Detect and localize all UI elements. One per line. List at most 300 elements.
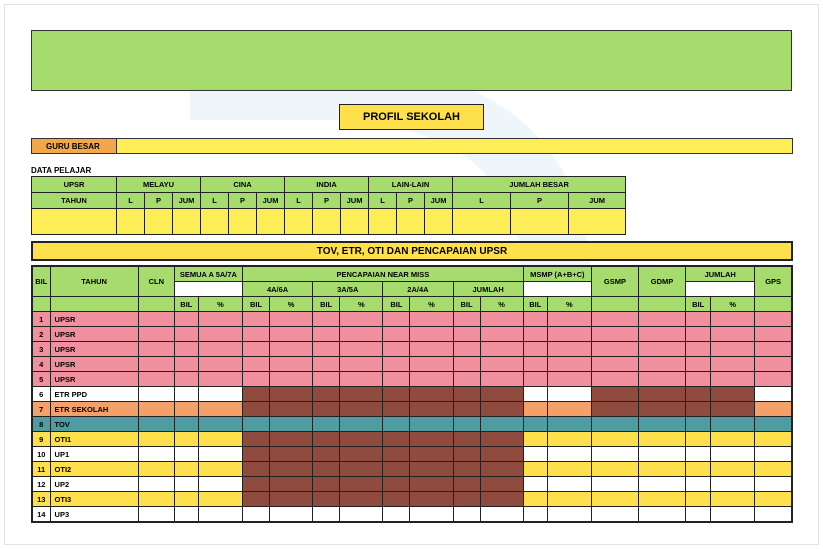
data-cell[interactable] <box>480 462 523 477</box>
data-cell[interactable] <box>242 387 269 402</box>
data-cell[interactable] <box>117 209 145 235</box>
data-cell[interactable] <box>591 432 638 447</box>
row-bil: 4 <box>32 357 50 372</box>
data-cell[interactable] <box>383 357 410 372</box>
data-cell[interactable] <box>138 447 174 462</box>
data-cell[interactable] <box>174 477 198 492</box>
data-cell[interactable] <box>138 432 174 447</box>
data-cell[interactable] <box>686 387 711 402</box>
data-cell[interactable] <box>523 327 547 342</box>
data-cell[interactable] <box>591 342 638 357</box>
data-cell[interactable] <box>383 372 410 387</box>
data-cell[interactable] <box>242 432 269 447</box>
data-cell[interactable] <box>711 507 755 523</box>
data-cell[interactable] <box>313 209 341 235</box>
semua-a-header: SEMUA A 5A/7A <box>174 266 242 282</box>
data-cell[interactable] <box>547 447 591 462</box>
data-cell[interactable] <box>547 507 591 523</box>
data-cell[interactable] <box>270 507 313 523</box>
data-cell[interactable] <box>453 447 480 462</box>
data-cell[interactable] <box>313 477 340 492</box>
data-cell[interactable] <box>523 447 547 462</box>
data-cell[interactable] <box>480 327 523 342</box>
data-cell[interactable] <box>686 327 711 342</box>
data-cell[interactable] <box>198 342 242 357</box>
data-cell[interactable] <box>453 357 480 372</box>
data-cell[interactable] <box>174 462 198 477</box>
data-cell[interactable] <box>547 327 591 342</box>
data-cell[interactable] <box>711 372 755 387</box>
data-cell[interactable] <box>242 357 269 372</box>
data-cell[interactable] <box>313 402 340 417</box>
data-cell[interactable] <box>229 209 257 235</box>
data-cell[interactable] <box>198 327 242 342</box>
data-cell[interactable] <box>686 417 711 432</box>
data-cell[interactable] <box>686 372 711 387</box>
data-cell[interactable] <box>257 209 285 235</box>
data-cell[interactable] <box>313 507 340 523</box>
data-cell[interactable] <box>591 507 638 523</box>
data-cell[interactable] <box>397 209 425 235</box>
nm-4a6a-header: 4A/6A <box>242 282 312 297</box>
data-cell[interactable] <box>686 312 711 327</box>
data-cell[interactable] <box>686 402 711 417</box>
data-cell[interactable] <box>340 432 383 447</box>
data-cell[interactable] <box>639 312 686 327</box>
data-cell[interactable] <box>639 387 686 402</box>
data-cell[interactable] <box>313 357 340 372</box>
data-cell[interactable] <box>138 372 174 387</box>
data-cell[interactable] <box>755 357 792 372</box>
data-cell[interactable] <box>198 312 242 327</box>
data-cell[interactable] <box>686 342 711 357</box>
data-cell[interactable] <box>547 462 591 477</box>
data-cell[interactable] <box>340 447 383 462</box>
row-bil: 13 <box>32 492 50 507</box>
data-cell[interactable] <box>174 342 198 357</box>
data-cell[interactable] <box>410 447 453 462</box>
data-cell[interactable] <box>410 507 453 523</box>
data-cell[interactable] <box>138 357 174 372</box>
data-cell[interactable] <box>523 507 547 523</box>
data-cell[interactable] <box>341 209 369 235</box>
data-cell[interactable] <box>174 417 198 432</box>
data-cell[interactable] <box>313 387 340 402</box>
data-cell[interactable] <box>198 462 242 477</box>
data-cell[interactable] <box>270 462 313 477</box>
data-cell[interactable] <box>174 387 198 402</box>
data-cell[interactable] <box>32 209 117 235</box>
data-cell[interactable] <box>686 447 711 462</box>
data-cell[interactable] <box>453 417 480 432</box>
data-cell[interactable] <box>313 432 340 447</box>
data-cell[interactable] <box>383 477 410 492</box>
data-cell[interactable] <box>383 462 410 477</box>
data-cell[interactable] <box>686 432 711 447</box>
data-cell[interactable] <box>138 492 174 507</box>
data-cell[interactable] <box>591 462 638 477</box>
data-cell[interactable] <box>547 492 591 507</box>
data-cell[interactable] <box>480 477 523 492</box>
data-cell[interactable] <box>242 447 269 462</box>
guru-besar-field[interactable] <box>117 139 792 153</box>
data-cell[interactable] <box>174 327 198 342</box>
data-cell[interactable] <box>480 402 523 417</box>
data-cell[interactable] <box>639 462 686 477</box>
data-cell[interactable] <box>145 209 173 235</box>
data-cell[interactable] <box>547 342 591 357</box>
data-cell[interactable] <box>270 417 313 432</box>
data-cell[interactable] <box>410 477 453 492</box>
data-cell[interactable] <box>138 312 174 327</box>
data-cell[interactable] <box>591 447 638 462</box>
data-cell[interactable] <box>410 432 453 447</box>
data-cell[interactable] <box>547 402 591 417</box>
india-header: INDIA <box>285 177 369 193</box>
data-cell[interactable] <box>270 432 313 447</box>
data-cell[interactable] <box>174 402 198 417</box>
data-cell[interactable] <box>410 372 453 387</box>
data-cell[interactable] <box>198 402 242 417</box>
row-tahun: ETR PPD <box>50 387 138 402</box>
data-cell[interactable] <box>639 372 686 387</box>
data-cell[interactable] <box>480 507 523 523</box>
pencapaian-table <box>31 265 793 523</box>
melayu-jum: JUM <box>173 193 201 209</box>
data-cell[interactable] <box>410 342 453 357</box>
data-cell[interactable] <box>711 387 755 402</box>
data-cell[interactable] <box>480 342 523 357</box>
data-cell[interactable] <box>270 312 313 327</box>
data-cell[interactable] <box>410 402 453 417</box>
data-cell[interactable] <box>201 209 229 235</box>
data-cell[interactable] <box>755 432 792 447</box>
data-cell[interactable] <box>270 327 313 342</box>
data-cell[interactable] <box>711 357 755 372</box>
data-cell[interactable] <box>340 462 383 477</box>
data-cell[interactable] <box>340 477 383 492</box>
cln-header: CLN <box>138 266 174 297</box>
data-cell[interactable] <box>523 492 547 507</box>
data-cell[interactable] <box>523 342 547 357</box>
data-cell[interactable] <box>523 357 547 372</box>
data-cell[interactable] <box>198 372 242 387</box>
data-cell[interactable] <box>523 432 547 447</box>
data-cell[interactable] <box>313 462 340 477</box>
data-cell[interactable] <box>174 492 198 507</box>
data-cell[interactable] <box>639 492 686 507</box>
data-cell[interactable] <box>174 447 198 462</box>
data-cell[interactable] <box>686 507 711 523</box>
data-cell[interactable] <box>547 477 591 492</box>
melayu-p: P <box>145 193 173 209</box>
data-cell[interactable] <box>523 387 547 402</box>
data-cell[interactable] <box>313 447 340 462</box>
guru-besar-row <box>31 138 793 154</box>
data-cell[interactable] <box>755 387 792 402</box>
bil-subheader: BIL <box>313 297 340 312</box>
data-cell[interactable] <box>523 402 547 417</box>
row-tahun: UP1 <box>50 447 138 462</box>
data-cell[interactable] <box>383 432 410 447</box>
data-cell[interactable] <box>410 417 453 432</box>
data-cell[interactable] <box>313 492 340 507</box>
data-cell[interactable] <box>174 312 198 327</box>
data-cell[interactable] <box>313 312 340 327</box>
data-cell[interactable] <box>523 462 547 477</box>
data-cell[interactable] <box>138 477 174 492</box>
data-cell[interactable] <box>547 372 591 387</box>
bil-subheader: BIL <box>242 297 269 312</box>
data-cell[interactable] <box>270 477 313 492</box>
data-cell[interactable] <box>480 432 523 447</box>
data-cell[interactable] <box>591 372 638 387</box>
data-cell[interactable] <box>138 327 174 342</box>
table-row <box>32 327 792 342</box>
data-cell[interactable] <box>242 417 269 432</box>
data-cell[interactable] <box>340 372 383 387</box>
bil-header: BIL <box>32 266 50 297</box>
data-cell[interactable] <box>425 209 453 235</box>
data-cell[interactable] <box>711 327 755 342</box>
data-cell[interactable] <box>383 327 410 342</box>
data-cell[interactable] <box>313 327 340 342</box>
row-tahun: UPSR <box>50 327 138 342</box>
data-cell[interactable] <box>480 447 523 462</box>
data-cell[interactable] <box>340 312 383 327</box>
data-cell[interactable] <box>340 417 383 432</box>
data-cell[interactable] <box>198 357 242 372</box>
data-cell[interactable] <box>453 387 480 402</box>
data-cell[interactable] <box>410 492 453 507</box>
data-cell[interactable] <box>453 342 480 357</box>
data-cell[interactable] <box>755 342 792 357</box>
data-cell[interactable] <box>198 507 242 523</box>
data-cell[interactable] <box>198 417 242 432</box>
data-cell[interactable] <box>198 492 242 507</box>
data-cell[interactable] <box>198 477 242 492</box>
data-cell[interactable] <box>174 432 198 447</box>
data-cell[interactable] <box>755 492 792 507</box>
data-cell[interactable] <box>453 372 480 387</box>
data-cell[interactable] <box>242 342 269 357</box>
data-cell[interactable] <box>686 492 711 507</box>
data-cell[interactable] <box>174 372 198 387</box>
data-cell[interactable] <box>591 492 638 507</box>
data-cell[interactable] <box>547 312 591 327</box>
data-cell[interactable] <box>242 312 269 327</box>
data-cell[interactable] <box>242 402 269 417</box>
data-cell[interactable] <box>313 342 340 357</box>
data-cell[interactable] <box>340 342 383 357</box>
data-cell[interactable] <box>639 432 686 447</box>
data-cell[interactable] <box>591 387 638 402</box>
data-cell[interactable] <box>639 417 686 432</box>
data-cell[interactable] <box>591 477 638 492</box>
cina-header: CINA <box>201 177 285 193</box>
data-cell[interactable] <box>410 327 453 342</box>
data-cell[interactable] <box>755 312 792 327</box>
data-cell[interactable] <box>686 357 711 372</box>
data-cell[interactable] <box>755 417 792 432</box>
data-cell[interactable] <box>480 312 523 327</box>
data-cell[interactable] <box>198 387 242 402</box>
data-cell[interactable] <box>242 477 269 492</box>
data-cell[interactable] <box>340 357 383 372</box>
pct-subheader: % <box>270 297 313 312</box>
row-tahun: UPSR <box>50 357 138 372</box>
data-cell[interactable] <box>591 417 638 432</box>
row-tahun: UPSR <box>50 312 138 327</box>
data-cell[interactable] <box>270 402 313 417</box>
data-cell[interactable] <box>198 432 242 447</box>
data-cell[interactable] <box>547 387 591 402</box>
jumlah-p: P <box>511 193 569 209</box>
data-cell[interactable] <box>242 507 269 523</box>
data-cell[interactable] <box>711 492 755 507</box>
data-cell[interactable] <box>270 447 313 462</box>
data-cell[interactable] <box>453 432 480 447</box>
data-cell[interactable] <box>639 357 686 372</box>
data-cell[interactable] <box>639 342 686 357</box>
data-cell[interactable] <box>138 342 174 357</box>
data-cell[interactable] <box>547 432 591 447</box>
data-cell[interactable] <box>591 312 638 327</box>
data-cell[interactable] <box>686 462 711 477</box>
data-cell[interactable] <box>173 209 201 235</box>
data-cell[interactable] <box>383 312 410 327</box>
data-cell[interactable] <box>639 447 686 462</box>
data-cell[interactable] <box>755 447 792 462</box>
data-cell[interactable] <box>480 417 523 432</box>
data-cell[interactable] <box>686 477 711 492</box>
guru-besar-label: GURU BESAR <box>32 139 117 153</box>
data-cell[interactable] <box>242 492 269 507</box>
data-cell[interactable] <box>285 209 313 235</box>
data-cell[interactable] <box>523 417 547 432</box>
data-cell[interactable] <box>340 507 383 523</box>
data-cell[interactable] <box>755 477 792 492</box>
data-cell[interactable] <box>639 507 686 523</box>
data-cell[interactable] <box>711 477 755 492</box>
data-cell[interactable] <box>755 372 792 387</box>
data-cell[interactable] <box>480 387 523 402</box>
data-cell[interactable] <box>547 357 591 372</box>
data-cell[interactable] <box>270 492 313 507</box>
data-cell[interactable] <box>755 462 792 477</box>
data-cell[interactable] <box>383 342 410 357</box>
data-cell[interactable] <box>639 402 686 417</box>
data-cell[interactable] <box>270 342 313 357</box>
data-cell[interactable] <box>453 462 480 477</box>
data-cell[interactable] <box>383 387 410 402</box>
data-cell[interactable] <box>523 372 547 387</box>
data-cell[interactable] <box>138 387 174 402</box>
row-tahun: OTI1 <box>50 432 138 447</box>
data-cell[interactable] <box>453 507 480 523</box>
data-cell[interactable] <box>138 507 174 523</box>
data-cell[interactable] <box>340 387 383 402</box>
data-cell[interactable] <box>453 312 480 327</box>
data-cell[interactable] <box>340 492 383 507</box>
data-cell[interactable] <box>755 327 792 342</box>
data-cell[interactable] <box>711 432 755 447</box>
data-cell[interactable] <box>198 447 242 462</box>
data-cell[interactable] <box>639 477 686 492</box>
data-cell[interactable] <box>270 357 313 372</box>
data-cell[interactable] <box>591 402 638 417</box>
data-cell[interactable] <box>410 357 453 372</box>
data-cell[interactable] <box>383 447 410 462</box>
data-cell[interactable] <box>410 387 453 402</box>
lain-jum: JUM <box>425 193 453 209</box>
blank <box>639 297 686 312</box>
data-cell[interactable] <box>453 402 480 417</box>
data-cell[interactable] <box>383 417 410 432</box>
row-bil: 10 <box>32 447 50 462</box>
row-bil: 9 <box>32 432 50 447</box>
data-cell[interactable] <box>174 507 198 523</box>
pct-subheader: % <box>480 297 523 312</box>
data-cell[interactable] <box>711 447 755 462</box>
data-cell[interactable] <box>711 342 755 357</box>
data-cell[interactable] <box>383 492 410 507</box>
cina-jum: JUM <box>257 193 285 209</box>
data-cell[interactable] <box>480 372 523 387</box>
data-cell[interactable] <box>711 402 755 417</box>
data-cell[interactable] <box>523 312 547 327</box>
data-cell[interactable] <box>569 209 626 235</box>
data-cell[interactable] <box>138 417 174 432</box>
data-cell[interactable] <box>591 357 638 372</box>
data-cell[interactable] <box>480 357 523 372</box>
data-cell[interactable] <box>480 492 523 507</box>
data-cell[interactable] <box>242 327 269 342</box>
data-cell[interactable] <box>523 477 547 492</box>
data-cell[interactable] <box>711 417 755 432</box>
data-cell[interactable] <box>174 357 198 372</box>
data-cell[interactable] <box>591 327 638 342</box>
data-cell[interactable] <box>340 327 383 342</box>
data-cell[interactable] <box>453 209 511 235</box>
data-cell[interactable] <box>755 507 792 523</box>
data-cell[interactable] <box>711 462 755 477</box>
data-cell[interactable] <box>755 402 792 417</box>
data-cell[interactable] <box>242 462 269 477</box>
data-cell[interactable] <box>383 507 410 523</box>
data-cell[interactable] <box>547 417 591 432</box>
data-cell[interactable] <box>242 372 269 387</box>
table-row <box>32 417 792 432</box>
data-cell[interactable] <box>340 402 383 417</box>
data-cell[interactable] <box>138 402 174 417</box>
data-cell[interactable] <box>270 387 313 402</box>
data-cell[interactable] <box>453 477 480 492</box>
data-cell[interactable] <box>410 462 453 477</box>
data-cell[interactable] <box>410 312 453 327</box>
data-cell[interactable] <box>711 312 755 327</box>
data-cell[interactable] <box>313 372 340 387</box>
data-cell[interactable] <box>639 327 686 342</box>
data-cell[interactable] <box>383 402 410 417</box>
data-cell[interactable] <box>453 492 480 507</box>
data-cell[interactable] <box>511 209 569 235</box>
data-cell[interactable] <box>138 462 174 477</box>
data-cell[interactable] <box>270 372 313 387</box>
data-cell[interactable] <box>313 417 340 432</box>
data-cell[interactable] <box>453 327 480 342</box>
data-cell[interactable] <box>369 209 397 235</box>
